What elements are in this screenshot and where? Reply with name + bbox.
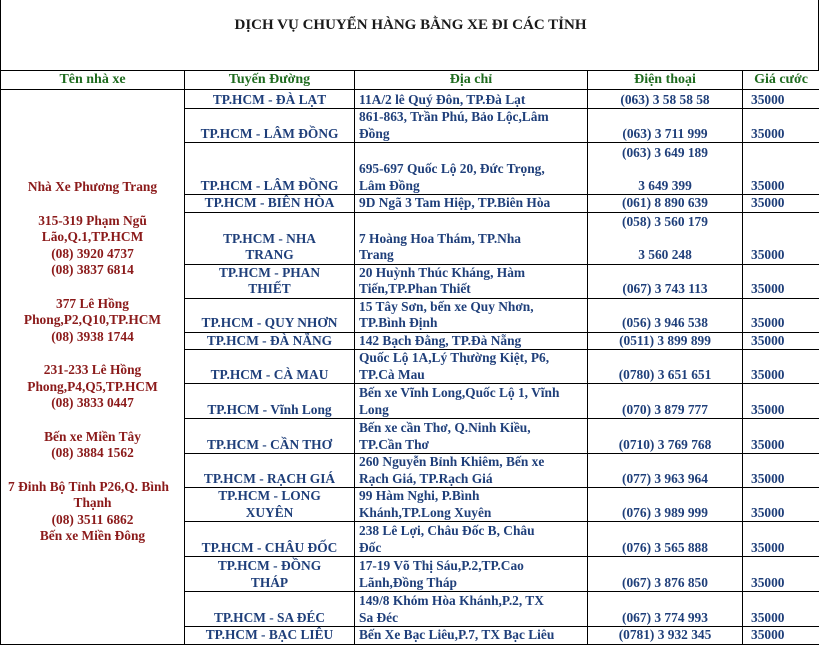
cell-line: (063) 3 58 58 58 xyxy=(620,91,710,107)
address-cell xyxy=(355,332,588,350)
cell-line: (076) 3 565 888 xyxy=(622,539,708,555)
price-cell: 35000 xyxy=(743,350,819,384)
cell-line: THÁP xyxy=(250,574,289,590)
price-cell: 35000 xyxy=(743,212,819,264)
address-cell xyxy=(355,298,588,332)
route-cell xyxy=(185,488,355,522)
price-cell: 35000 xyxy=(743,488,819,522)
cell-line: TP.HCM - LÂM ĐỒNG xyxy=(200,125,339,141)
route-cell xyxy=(185,419,355,454)
cell-line: (067) 3 743 113 xyxy=(622,281,708,296)
shipping-table xyxy=(0,70,819,645)
cell-line: 11A/2 lê Quý Đôn, TP.Đà Lạt xyxy=(359,91,526,107)
cell-line: 3 649 399 xyxy=(638,177,692,193)
cell-line: Quốc Lộ 1A,Lý Thường Kiệt, P6, xyxy=(359,350,550,365)
company-name: Nhà Xe Phương Trang xyxy=(27,179,158,194)
cell-line: TP.HCM - LÂM ĐỒNG xyxy=(200,177,339,193)
cell-line: TRANG xyxy=(245,247,294,262)
cell-line: Lãnh,Đồng Tháp xyxy=(359,574,458,590)
cell-line: (061) 8 890 639 xyxy=(622,195,708,210)
address-cell xyxy=(355,195,588,213)
header-phone: Điện thoại xyxy=(588,71,743,90)
company-branch-line: Lão,Q.1,TP.HCM xyxy=(41,229,144,244)
phone-cell xyxy=(588,109,743,143)
company-cell xyxy=(1,90,185,645)
table-row xyxy=(1,90,819,109)
price-cell: 35000 xyxy=(743,627,819,645)
cell-line: (063) 3 711 999 xyxy=(622,125,708,141)
phone-cell xyxy=(588,557,743,592)
cell-line: TP.HCM - LONG xyxy=(218,488,321,503)
price-cell: 35000 xyxy=(743,90,819,109)
cell-line: THIẾT xyxy=(248,281,291,296)
header-company: Tên nhà xe xyxy=(1,71,185,90)
company-branch-line: 231-233 Lê Hồng xyxy=(43,362,142,377)
cell-line: (063) 3 649 189 xyxy=(622,144,708,160)
cell-line: Khánh,TP.Long Xuyên xyxy=(359,504,492,520)
cell-line: 7 Hoàng Hoa Thám, TP.Nha xyxy=(359,230,521,246)
cell-line: TP.HCM - CẦN THƠ xyxy=(207,436,332,452)
header-address: Địa chỉ xyxy=(355,71,588,90)
address-cell xyxy=(355,454,588,488)
cell-line: Trang xyxy=(359,247,394,262)
address-cell xyxy=(355,627,588,645)
company-branch-line: (08) 3837 6814 xyxy=(51,262,134,277)
cell-line: 3 560 248 xyxy=(638,247,692,262)
route-cell xyxy=(185,592,355,627)
address-cell xyxy=(355,109,588,143)
company-branch-line: (08) 3511 6862 xyxy=(51,511,134,527)
page-title: DỊCH VỤ CHUYỂN HÀNG BẰNG XE ĐI CÁC TỈNH xyxy=(234,17,587,33)
address-cell xyxy=(355,350,588,384)
cell-line: 149/8 Khóm Hòa Khánh,P.2, TX xyxy=(359,593,544,608)
header-row xyxy=(1,71,819,90)
cell-line: TP.Bình Định xyxy=(359,315,438,330)
cell-line: Bến xe Vĩnh Long,Quốc Lộ 1, Vĩnh xyxy=(359,385,560,400)
price-cell: 35000 xyxy=(743,195,819,213)
cell-line: TP.Cà Mau xyxy=(359,366,425,382)
company-branch-line: (08) 3884 1562 xyxy=(51,445,134,460)
price-cell: 35000 xyxy=(743,143,819,195)
address-cell xyxy=(355,488,588,522)
route-cell xyxy=(185,264,355,298)
cell-line: (076) 3 989 999 xyxy=(622,504,708,520)
cell-line: 695-697 Quốc Lộ 20, Đức Trọng, xyxy=(359,161,545,176)
price-cell: 35000 xyxy=(743,419,819,454)
cell-line: 142 Bạch Đằng, TP.Đà Nẵng xyxy=(359,332,522,348)
phone-cell xyxy=(588,195,743,213)
route-cell xyxy=(185,522,355,557)
company-branch-line: Phong,P2,Q10,TP.HCM xyxy=(23,312,162,327)
company-branch-line: Bến xe Miền Tây xyxy=(44,428,141,444)
price-cell: 35000 xyxy=(743,332,819,350)
cell-line: TP.HCM - ĐÀ NẴNG xyxy=(206,332,333,348)
cell-line: TP.HCM - ĐÀ LẠT xyxy=(212,91,327,107)
cell-line: 20 Huỳnh Thúc Kháng, Hàm xyxy=(359,264,526,280)
price-cell: 35000 xyxy=(743,454,819,488)
address-cell xyxy=(355,419,588,454)
company-branch-line: 315-319 Phạm Ngũ xyxy=(38,212,147,228)
company-branch-line: (08) 3833 0447 xyxy=(51,395,134,410)
cell-line: Đốc xyxy=(359,539,382,555)
phone-cell xyxy=(588,350,743,384)
route-cell xyxy=(185,557,355,592)
route-cell xyxy=(185,454,355,488)
cell-line: TP.HCM - BIÊN HÒA xyxy=(204,195,335,210)
address-cell xyxy=(355,384,588,419)
cell-line: Lâm Đồng xyxy=(359,177,420,193)
cell-line: (056) 3 946 538 xyxy=(622,315,708,330)
route-cell xyxy=(185,298,355,332)
cell-line: TP.HCM - SA ĐÉC xyxy=(213,609,326,625)
route-cell xyxy=(185,143,355,195)
cell-line: (0781) 3 932 345 xyxy=(618,627,712,642)
cell-line: TP.HCM - NHA xyxy=(223,230,316,246)
cell-line: Rạch Giá, TP.Rạch Giá xyxy=(359,470,493,486)
cell-line: 9D Ngã 3 Tam Hiệp, TP.Biên Hòa xyxy=(359,195,551,210)
cell-line: TP.HCM - QUY NHƠN xyxy=(201,315,338,330)
address-cell xyxy=(355,90,588,109)
cell-line: TP.HCM - CÀ MAU xyxy=(210,366,329,382)
cell-line: 260 Nguyễn Bỉnh Khiêm, Bến xe xyxy=(359,454,545,469)
price-cell: 35000 xyxy=(743,298,819,332)
price-cell: 35000 xyxy=(743,592,819,627)
cell-line: Đồng xyxy=(359,125,390,141)
cell-line: 15 Tây Sơn, bến xe Quy Nhơn, xyxy=(359,298,534,314)
cell-line xyxy=(590,231,740,248)
cell-line: (067) 3 876 850 xyxy=(622,574,708,590)
cell-line: TP.HCM - ĐỒNG xyxy=(217,558,322,573)
phone-cell xyxy=(588,488,743,522)
cell-line: TP.HCM - RẠCH GIÁ xyxy=(203,470,336,486)
route-cell xyxy=(185,350,355,384)
phone-cell xyxy=(588,298,743,332)
price-cell: 35000 xyxy=(743,109,819,143)
company-branch-line: Bến xe Miền Đông xyxy=(39,528,146,543)
cell-line: Tiến,TP.Phan Thiết xyxy=(359,281,471,296)
route-cell xyxy=(185,384,355,419)
company-branch-line: (08) 3920 4737 xyxy=(51,245,134,261)
cell-line: TP.HCM - BẠC LIÊU xyxy=(205,627,334,642)
cell-line: 861-863, Trần Phú, Bảo Lộc,Lâm xyxy=(359,109,549,124)
phone-cell xyxy=(588,419,743,454)
phone-cell xyxy=(588,522,743,557)
route-cell xyxy=(185,627,355,645)
phone-cell xyxy=(588,627,743,645)
company-branch-line: Phong,P4,Q5,TP.HCM xyxy=(27,378,158,394)
phone-cell xyxy=(588,90,743,109)
cell-line: (077) 3 963 964 xyxy=(622,470,708,486)
cell-line: XUYÊN xyxy=(245,504,294,520)
route-cell xyxy=(185,332,355,350)
address-cell xyxy=(355,592,588,627)
cell-line: (067) 3 774 993 xyxy=(622,609,708,625)
cell-line: TP.Cần Thơ xyxy=(359,436,429,452)
company-branch-line: 377 Lê Hồng xyxy=(56,295,129,311)
cell-line: Sa Đéc xyxy=(359,609,399,625)
cell-line xyxy=(590,161,740,178)
title-area xyxy=(0,0,819,70)
cell-line: TP.HCM - PHAN xyxy=(218,264,321,280)
cell-line: (0780) 3 651 651 xyxy=(618,366,712,382)
phone-cell xyxy=(588,212,743,264)
header-price: Giá cước xyxy=(743,71,819,90)
cell-line: (0710) 3 769 768 xyxy=(618,436,712,452)
route-cell xyxy=(185,212,355,264)
cell-line: Bến xe cần Thơ, Q.Ninh Kiều, xyxy=(359,420,531,435)
phone-cell xyxy=(588,143,743,195)
cell-line: (0511) 3 899 899 xyxy=(619,332,711,348)
cell-line: 17-19 Võ Thị Sáu,P.2,TP.Cao xyxy=(359,558,524,573)
header-route: Tuyến Đường xyxy=(185,71,355,90)
cell-line: TP.HCM - CHÂU ĐỐC xyxy=(201,539,338,555)
route-cell xyxy=(185,90,355,109)
cell-line: (058) 3 560 179 xyxy=(622,214,708,229)
price-cell: 35000 xyxy=(743,557,819,592)
phone-cell xyxy=(588,384,743,419)
cell-line: Bến Xe Bạc Liêu,P.7, TX Bạc Liêu xyxy=(359,627,555,642)
route-cell xyxy=(185,109,355,143)
address-cell xyxy=(355,264,588,298)
phone-cell xyxy=(588,592,743,627)
route-cell xyxy=(185,195,355,213)
company-branch-line: Thạnh xyxy=(73,495,112,510)
address-cell xyxy=(355,143,588,195)
price-cell: 35000 xyxy=(743,522,819,557)
company-branch-line: (08) 3938 1744 xyxy=(51,328,134,344)
address-cell xyxy=(355,522,588,557)
cell-line: Long xyxy=(359,401,389,417)
phone-cell xyxy=(588,454,743,488)
cell-line: 99 Hàm Nghi, P.Bình xyxy=(359,488,480,503)
phone-cell xyxy=(588,264,743,298)
cell-line: TP.HCM - Vĩnh Long xyxy=(207,401,332,417)
phone-cell xyxy=(588,332,743,350)
price-cell: 35000 xyxy=(743,264,819,298)
cell-line: 238 Lê Lợi, Châu Đốc B, Châu xyxy=(359,523,535,538)
company-branch-line: 7 Đinh Bộ Tỉnh P26,Q. Bình xyxy=(8,478,169,494)
cell-line: (070) 3 879 777 xyxy=(622,401,708,417)
address-cell xyxy=(355,212,588,264)
price-cell: 35000 xyxy=(743,384,819,419)
address-cell xyxy=(355,557,588,592)
